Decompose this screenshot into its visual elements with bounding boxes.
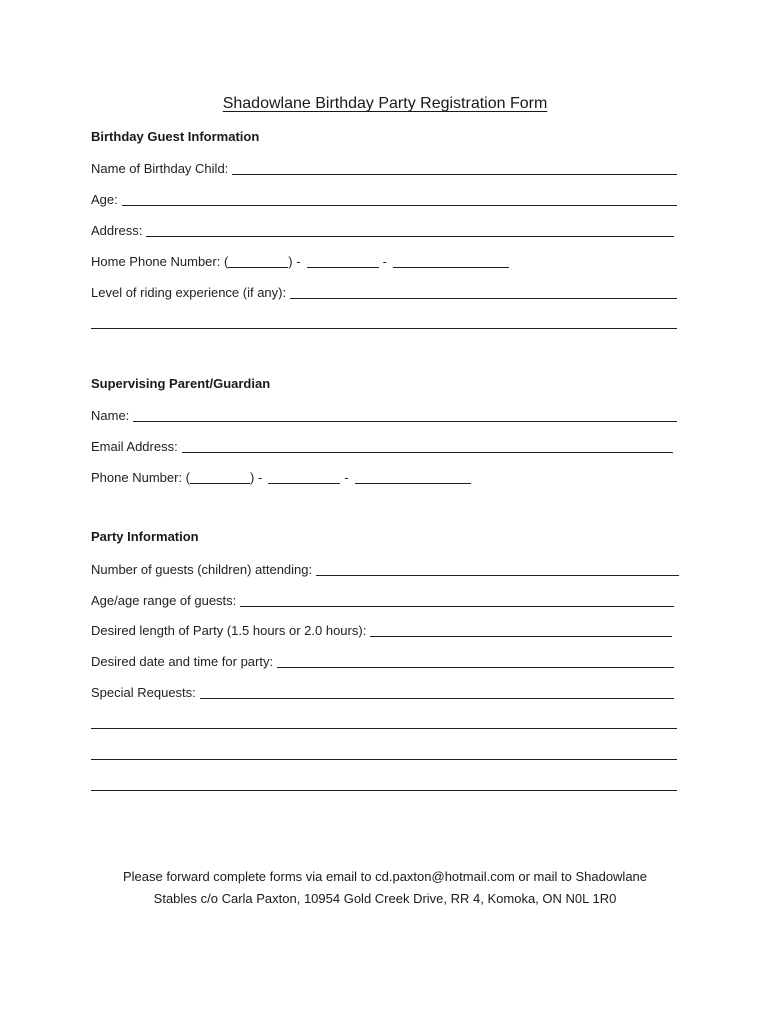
riding-experience-extra-line[interactable] <box>91 328 677 329</box>
parent-phone-close: ) - <box>250 470 263 485</box>
party-date-field[interactable] <box>91 650 674 670</box>
form-title: Shadowlane Birthday Party Registration Form <box>222 95 548 112</box>
age-range-label: Age/age range of guests: <box>91 593 237 608</box>
riding-experience-field[interactable] <box>91 281 677 301</box>
special-requests-field[interactable] <box>91 681 674 701</box>
parent-name-line[interactable] <box>133 420 677 422</box>
parent-phone-area-line[interactable] <box>190 482 250 484</box>
parent-phone-number-line[interactable] <box>355 482 471 484</box>
parent-phone-field[interactable] <box>91 466 471 486</box>
special-requests-line-4[interactable] <box>91 790 677 791</box>
child-name-field[interactable] <box>91 157 677 177</box>
email-field[interactable] <box>91 435 673 455</box>
guest-info-heading: Birthday Guest Information <box>91 129 260 144</box>
parent-name-label: Name: <box>91 408 130 423</box>
age-label: Age: <box>91 192 118 207</box>
special-requests-line[interactable] <box>200 697 674 699</box>
special-requests-label: Special Requests: <box>91 685 196 700</box>
age-range-field[interactable] <box>91 589 674 609</box>
address-line[interactable] <box>146 235 674 237</box>
parent-phone-prefix-line[interactable] <box>268 482 340 484</box>
party-date-line[interactable] <box>277 666 674 668</box>
home-phone-dash: - <box>382 254 387 269</box>
home-phone-label: Home Phone Number: ( <box>91 254 229 269</box>
age-range-line[interactable] <box>240 605 674 607</box>
party-date-label: Desired date and time for party: <box>91 654 274 669</box>
home-phone-number-line[interactable] <box>393 266 509 268</box>
submission-instructions <box>0 866 770 910</box>
party-length-line[interactable] <box>370 635 672 637</box>
parent-info-heading: Supervising Parent/Guardian <box>91 376 271 391</box>
age-line[interactable] <box>122 204 677 206</box>
address-field[interactable] <box>91 219 674 239</box>
child-name-label: Name of Birthday Child: <box>91 161 229 176</box>
submission-line-2: Stables c/o Carla Paxton, 10954 Gold Creek Drive, RR 4, Komoka, ON N0L 1R0 <box>153 891 617 906</box>
guest-count-label: Number of guests (children) attending: <box>91 562 313 577</box>
home-phone-close: ) - <box>288 254 301 269</box>
special-requests-line-3[interactable] <box>91 759 677 760</box>
address-label: Address: <box>91 223 143 238</box>
email-line[interactable] <box>182 451 673 453</box>
riding-experience-line[interactable] <box>290 297 677 299</box>
guest-count-field[interactable] <box>91 558 679 578</box>
parent-phone-dash: - <box>344 470 349 485</box>
special-requests-line-2[interactable] <box>91 728 677 729</box>
parent-name-field[interactable] <box>91 404 677 424</box>
home-phone-prefix-line[interactable] <box>307 266 379 268</box>
child-name-line[interactable] <box>232 173 677 175</box>
email-label: Email Address: <box>91 439 178 454</box>
party-length-label: Desired length of Party (1.5 hours or 2.0 hours): <box>91 623 367 638</box>
submission-line-1: Please forward complete forms via email to cd.paxton@hotmail.com or mail to Shadowlane <box>122 869 648 884</box>
guest-count-line[interactable] <box>316 574 679 576</box>
party-length-field[interactable] <box>91 619 672 639</box>
riding-experience-label: Level of riding experience (if any): <box>91 285 287 300</box>
age-field[interactable] <box>91 188 677 208</box>
home-phone-field[interactable] <box>91 250 509 270</box>
parent-phone-label: Phone Number: ( <box>91 470 190 485</box>
home-phone-area-line[interactable] <box>228 266 288 268</box>
party-info-heading: Party Information <box>91 529 199 544</box>
